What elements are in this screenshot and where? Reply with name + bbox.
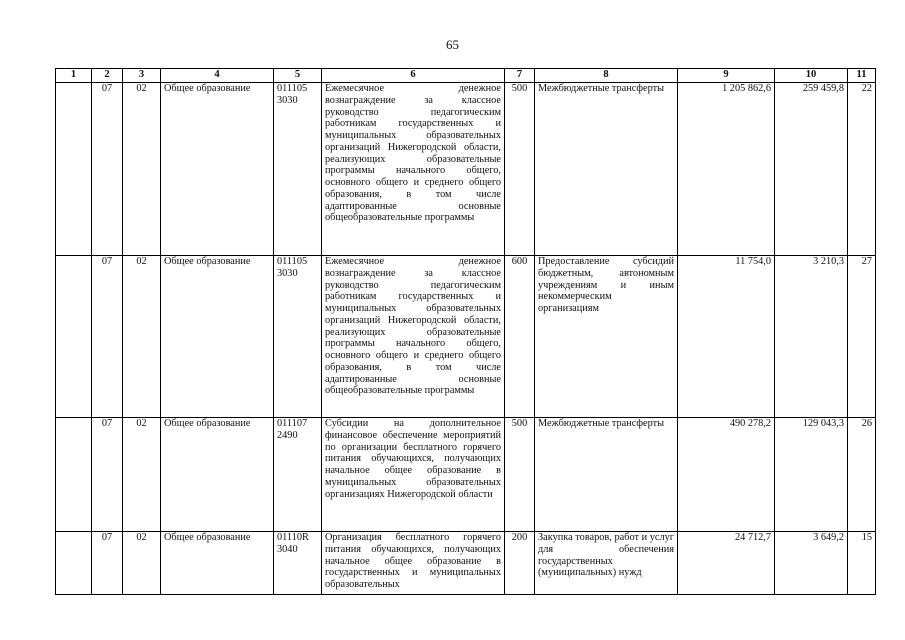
header-col-4: 4 — [161, 69, 274, 83]
header-col-5: 5 — [274, 69, 322, 83]
cell-section-name: Общее образование — [161, 83, 274, 256]
cell-target-code: 011107 2490 — [274, 418, 322, 532]
budget-table — [55, 68, 876, 595]
table-row — [56, 256, 876, 418]
header-col-11: 11 — [848, 69, 876, 83]
cell-section: 07 — [92, 418, 123, 532]
header-col-1: 1 — [56, 69, 92, 83]
cell-description: Ежемесячное денежное вознаграждение за классное руководство педагогическим работникам государственных и муниципальных образовательных организаций Нижегородской области, реализующих образовательные программы начального общего, основного общего и среднего общего образования, в том числе адаптированные основные общеобразовательные программы — [322, 256, 505, 418]
cell-section: 07 — [92, 83, 123, 256]
cell-section: 07 — [92, 532, 123, 595]
cell-subsection: 02 — [123, 256, 161, 418]
header-col-2: 2 — [92, 69, 123, 83]
page-number: 65 — [446, 37, 459, 52]
cell-target-code: 01110R 3040 — [274, 532, 322, 595]
table-header — [56, 69, 876, 83]
cell-expense-name: Межбюджетные трансферты — [535, 418, 678, 532]
cell-col-1 — [56, 83, 92, 256]
cell-percent: 26 — [848, 418, 876, 532]
cell-amount-2: 129 043,3 — [775, 418, 848, 532]
header-col-10: 10 — [775, 69, 848, 83]
cell-description: Организация бесплатного горячего питания обучающихся, получающих начальное общее образование в государственных и муниципальных образовательных — [322, 532, 505, 595]
cell-expense-name: Предоставление субсидий бюджетным, автономным учреждениям и иным некоммерческим организациям — [535, 256, 678, 418]
cell-description: Ежемесячное денежное вознаграждение за классное руководство педагогическим работникам государственных и муниципальных образовательных организаций Нижегородской области, реализующих образовательные программы начального общего, основного общего и среднего общего образования, в том числе адаптированные основные общеобразовательные программы — [322, 83, 505, 256]
table-row — [56, 418, 876, 532]
cell-amount-1: 1 205 862,6 — [678, 83, 775, 256]
cell-subsection: 02 — [123, 418, 161, 532]
cell-col-1 — [56, 256, 92, 418]
cell-expense-name: Межбюджетные трансферты — [535, 83, 678, 256]
header-col-6: 6 — [322, 69, 505, 83]
header-col-3: 3 — [123, 69, 161, 83]
cell-description: Субсидии на дополнительное финансовое обеспечение мероприятий по организации бесплатного горячего питания обучающихся, получающих начальное общее образование в муниципальных образовательных организациях Нижегородской области — [322, 418, 505, 532]
cell-expense-type: 500 — [505, 83, 535, 256]
cell-expense-name: Закупка товаров, работ и услуг для обеспечения государственных (муниципальных) нужд — [535, 532, 678, 595]
cell-target-code: 011105 3030 — [274, 256, 322, 418]
cell-section-name: Общее образование — [161, 532, 274, 595]
header-col-7: 7 — [505, 69, 535, 83]
header-col-8: 8 — [535, 69, 678, 83]
cell-amount-1: 11 754,0 — [678, 256, 775, 418]
cell-percent: 27 — [848, 256, 876, 418]
cell-target-code: 011105 3030 — [274, 83, 322, 256]
header-col-9: 9 — [678, 69, 775, 83]
cell-section-name: Общее образование — [161, 256, 274, 418]
cell-expense-type: 600 — [505, 256, 535, 418]
cell-percent: 22 — [848, 83, 876, 256]
cell-amount-1: 24 712,7 — [678, 532, 775, 595]
cell-amount-2: 259 459,8 — [775, 83, 848, 256]
table-row — [56, 83, 876, 256]
table-row — [56, 532, 876, 595]
cell-subsection: 02 — [123, 532, 161, 595]
cell-col-1 — [56, 532, 92, 595]
cell-amount-2: 3 649,2 — [775, 532, 848, 595]
cell-percent: 15 — [848, 532, 876, 595]
cell-col-1 — [56, 418, 92, 532]
cell-amount-2: 3 210,3 — [775, 256, 848, 418]
header-row — [56, 69, 876, 83]
cell-expense-type: 200 — [505, 532, 535, 595]
cell-amount-1: 490 278,2 — [678, 418, 775, 532]
cell-section: 07 — [92, 256, 123, 418]
cell-expense-type: 500 — [505, 418, 535, 532]
cell-section-name: Общее образование — [161, 418, 274, 532]
cell-subsection: 02 — [123, 83, 161, 256]
